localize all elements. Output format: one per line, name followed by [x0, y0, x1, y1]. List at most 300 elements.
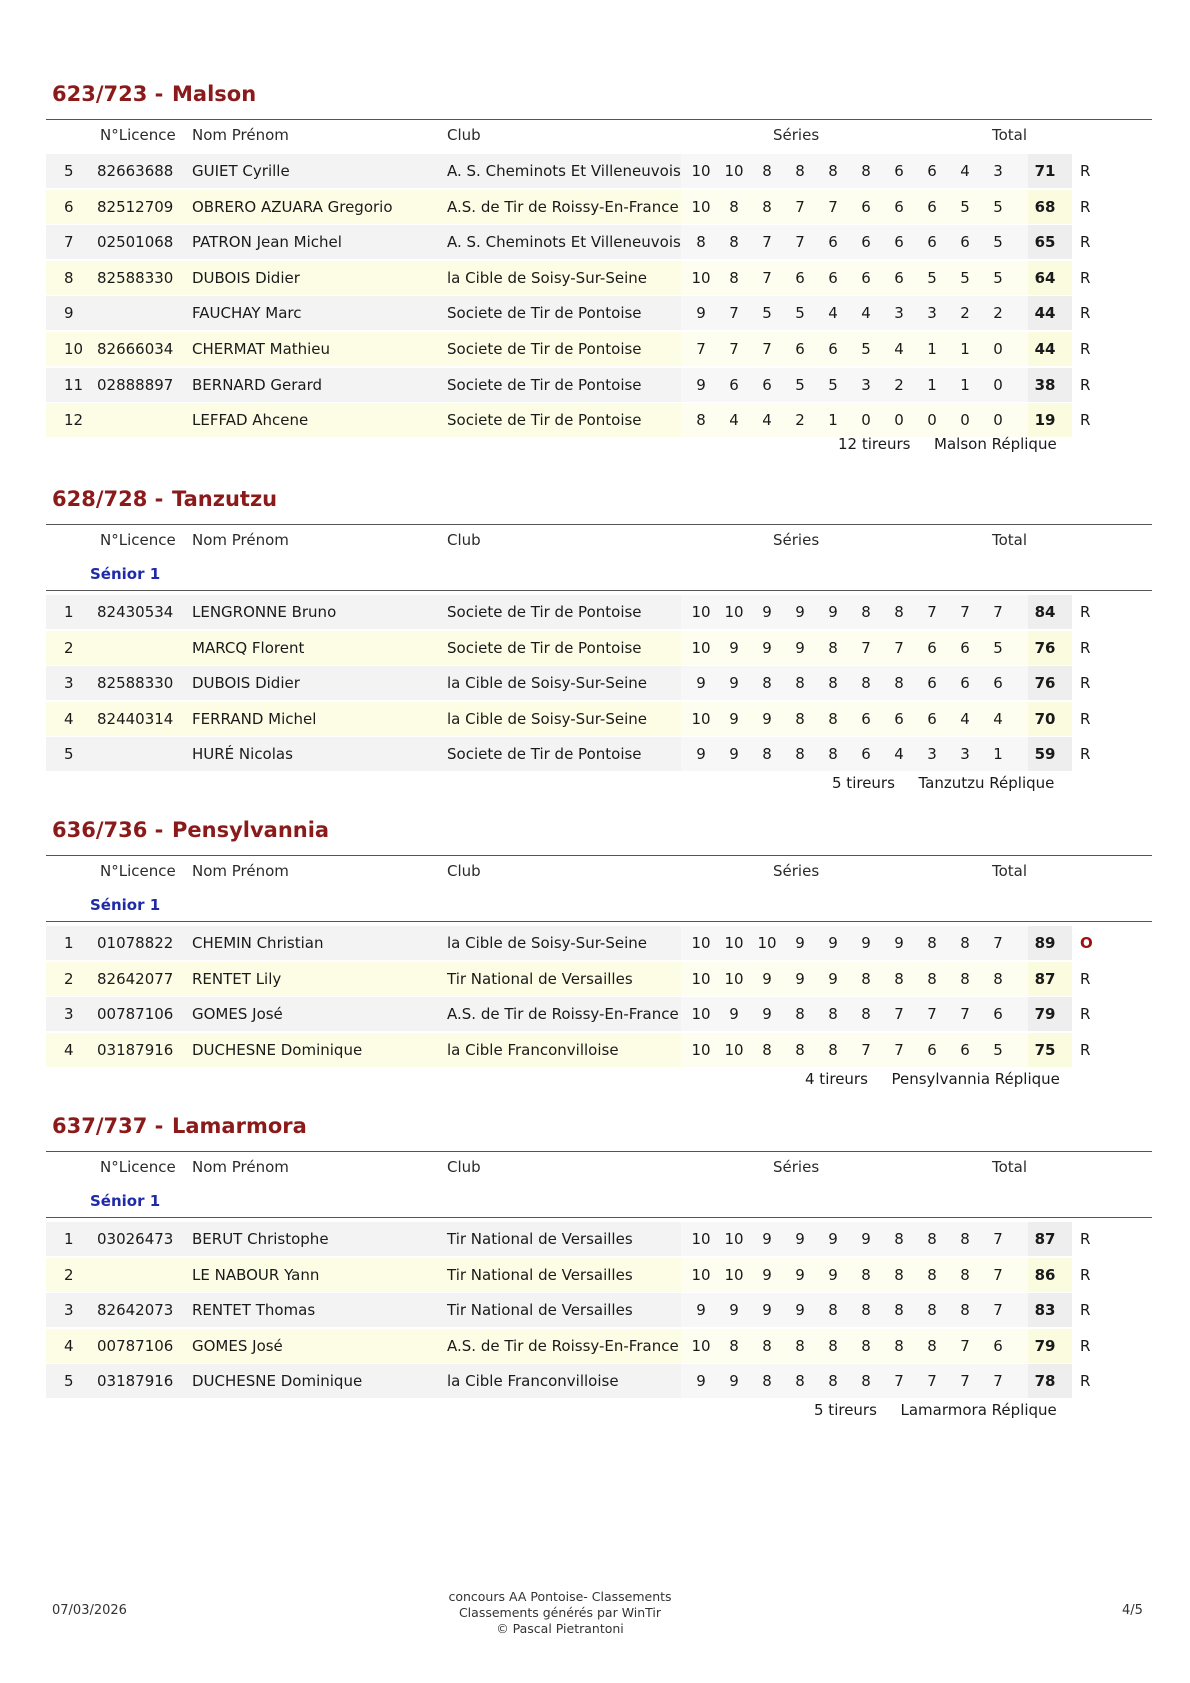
series-score-cell: 0 [960, 411, 970, 430]
series-score-cell: 3 [894, 304, 904, 323]
category-label: Sénior 1 [90, 565, 161, 583]
series-score-cell: 6 [960, 638, 970, 657]
series-score-cell: 9 [696, 674, 706, 693]
series-score-cell: 5 [795, 375, 805, 394]
club-cell: la Cible de Soisy-Sur-Seine [447, 709, 647, 728]
series-score-cell: 4 [960, 709, 970, 728]
total-cell: 79 [1034, 1005, 1056, 1024]
section-summary [814, 1401, 1057, 1419]
series-score-cell: 1 [960, 340, 970, 358]
series-score-cell: 5 [927, 268, 937, 287]
club-cell: A. S. Cheminots Et Villeneuvois [447, 162, 681, 180]
section-name: Malson [172, 82, 257, 106]
header-club: Club [447, 862, 481, 880]
series-score-cell: 10 [691, 268, 711, 287]
total-cell: 68 [1034, 197, 1056, 216]
club-cell: Societe de Tir de Pontoise [447, 411, 642, 430]
series-score-cell: 7 [993, 1230, 1003, 1248]
header-series: Séries [773, 126, 820, 144]
shooter-count: 5 tireurs [832, 774, 895, 792]
series-score-cell: 8 [696, 233, 706, 252]
series-score-cell: 0 [894, 411, 904, 430]
name-cell: GOMES José [192, 1005, 283, 1024]
table-row [46, 702, 1091, 736]
series-score-cell: 8 [828, 674, 838, 693]
club-cell: la Cible Franconvilloise [447, 1040, 619, 1059]
series-score-cell: 9 [795, 969, 805, 988]
table-row [46, 190, 1091, 224]
series-score-cell: 10 [691, 1005, 711, 1024]
series-score-cell: 8 [828, 1372, 838, 1391]
series-score-cell: 10 [691, 638, 711, 657]
table-row [46, 403, 1091, 437]
series-score-cell: 7 [927, 1005, 937, 1024]
header-licence: N°Licence [100, 126, 176, 144]
series-score-cell: 8 [828, 745, 838, 764]
club-cell: Societe de Tir de Pontoise [447, 375, 642, 394]
series-score-cell: 7 [993, 1265, 1003, 1284]
series-score-cell: 3 [927, 304, 937, 323]
status-cell: R [1080, 375, 1091, 394]
series-score-cell: 5 [993, 197, 1003, 216]
total-cell: 19 [1034, 411, 1056, 430]
table-row [46, 296, 1091, 330]
series-score-cell: 5 [960, 268, 970, 287]
series-score-cell: 9 [762, 1301, 772, 1320]
series-score-cell: 10 [691, 197, 711, 216]
series-score-cell: 8 [960, 1301, 970, 1320]
series-score-cell: 6 [927, 197, 937, 216]
header-club: Club [447, 1158, 481, 1176]
name-cell: FAUCHAY Marc [192, 304, 302, 323]
series-score-cell: 10 [724, 969, 744, 988]
rank-cell: 4 [64, 709, 74, 728]
series-score-cell: 8 [795, 745, 805, 764]
series-score-cell: 8 [861, 603, 871, 621]
club-cell: Societe de Tir de Pontoise [447, 603, 642, 621]
club-cell: Tir National de Versailles [447, 1230, 633, 1248]
series-score-cell: 4 [729, 411, 739, 430]
licence-cell: 03187916 [97, 1372, 174, 1391]
series-score-cell: 8 [861, 1336, 871, 1355]
series-score-cell: 6 [894, 233, 904, 252]
series-score-cell: 6 [762, 375, 772, 394]
series-score-cell: 8 [828, 162, 838, 180]
series-score-cell: 6 [993, 1336, 1003, 1355]
series-score-cell: 1 [927, 340, 937, 358]
total-cell: 59 [1034, 745, 1056, 764]
total-cell: 38 [1034, 375, 1056, 394]
series-score-cell: 4 [960, 162, 970, 180]
licence-cell: 82588330 [97, 268, 174, 287]
series-score-cell: 6 [861, 268, 871, 287]
series-score-cell: 9 [828, 1230, 838, 1248]
header-series: Séries [773, 1158, 820, 1176]
status-cell: R [1080, 745, 1091, 764]
series-score-cell: 8 [795, 674, 805, 693]
series-score-cell: 8 [729, 1336, 739, 1355]
shooter-count: 12 tireurs [838, 435, 911, 453]
series-score-cell: 7 [993, 1372, 1003, 1391]
series-score-cell: 4 [861, 304, 871, 323]
status-cell: R [1080, 340, 1091, 358]
table-row [46, 631, 1091, 665]
series-score-cell: 3 [861, 375, 871, 394]
club-cell: A.S. de Tir de Roissy-En-France [447, 1005, 679, 1024]
series-score-cell: 8 [960, 1230, 970, 1248]
club-cell: Societe de Tir de Pontoise [447, 304, 642, 323]
total-cell: 78 [1034, 1372, 1056, 1391]
club-cell: Societe de Tir de Pontoise [447, 340, 642, 358]
section-summary [838, 435, 1057, 453]
series-score-cell: 4 [993, 709, 1003, 728]
club-cell: la Cible de Soisy-Sur-Seine [447, 674, 647, 693]
club-cell: Tir National de Versailles [447, 1301, 633, 1320]
series-score-cell: 7 [894, 1005, 904, 1024]
series-score-cell: 8 [927, 1230, 937, 1248]
discipline-label: Lamarmora Réplique [900, 1401, 1057, 1419]
licence-cell: 02501068 [97, 233, 174, 252]
series-score-cell: 7 [795, 197, 805, 216]
series-score-cell: 10 [724, 603, 744, 621]
rank-cell: 7 [64, 233, 74, 252]
series-score-cell: 9 [795, 638, 805, 657]
series-score-cell: 9 [828, 603, 838, 621]
table-header [46, 1154, 1152, 1182]
name-cell: LENGRONNE Bruno [192, 603, 337, 621]
status-cell: R [1080, 1265, 1091, 1284]
series-score-cell: 0 [993, 375, 1003, 394]
series-score-cell: 10 [691, 934, 711, 952]
series-score-cell: 10 [724, 934, 744, 952]
series-score-cell: 5 [960, 197, 970, 216]
series-score-cell: 8 [729, 268, 739, 287]
series-score-cell: 8 [762, 197, 772, 216]
total-cell: 87 [1034, 1230, 1056, 1248]
series-score-cell: 6 [927, 162, 937, 180]
table-row [46, 1258, 1091, 1292]
status-cell: R [1080, 1372, 1091, 1391]
series-score-cell: 8 [927, 969, 937, 988]
licence-cell: 02888897 [97, 375, 174, 394]
section-code: 628/728 - [52, 487, 164, 511]
series-score-cell: 7 [729, 304, 739, 323]
total-cell: 89 [1034, 934, 1056, 952]
series-score-cell: 10 [691, 709, 711, 728]
series-score-cell: 1 [828, 411, 838, 430]
series-score-cell: 6 [894, 709, 904, 728]
shooter-count: 5 tireurs [814, 1401, 877, 1419]
status-cell: R [1080, 197, 1091, 216]
licence-cell: 82663688 [97, 162, 174, 180]
section-title [52, 818, 329, 842]
header-total: Total [992, 1158, 1028, 1176]
series-score-cell: 8 [729, 233, 739, 252]
rank-cell: 5 [64, 162, 74, 180]
name-cell: RENTET Lily [192, 969, 282, 988]
series-score-cell: 2 [795, 411, 805, 430]
series-score-cell: 10 [724, 1230, 744, 1248]
page-number: 4/5 [1122, 1603, 1143, 1618]
series-score-cell: 8 [762, 1372, 772, 1391]
series-score-cell: 9 [729, 638, 739, 657]
section-title [52, 487, 277, 511]
series-score-cell: 6 [960, 674, 970, 693]
series-score-cell: 9 [762, 603, 772, 621]
series-score-cell: 2 [894, 375, 904, 394]
name-cell: DUCHESNE Dominique [192, 1372, 363, 1391]
licence-cell: 82642073 [97, 1301, 174, 1320]
total-cell: 70 [1034, 709, 1056, 728]
series-score-cell: 9 [762, 1230, 772, 1248]
series-score-cell: 9 [795, 1301, 805, 1320]
series-score-cell: 2 [993, 304, 1003, 323]
series-score-cell: 8 [861, 1372, 871, 1391]
section-divider [46, 1151, 1152, 1152]
series-score-cell: 7 [993, 934, 1003, 952]
category-label: Sénior 1 [90, 896, 161, 914]
table-header [46, 527, 1152, 555]
table-row [46, 1364, 1091, 1398]
series-score-cell: 7 [927, 1372, 937, 1391]
series-score-cell: 6 [927, 638, 937, 657]
series-score-cell: 5 [993, 1040, 1003, 1059]
series-score-cell: 10 [691, 1230, 711, 1248]
club-cell: la Cible de Soisy-Sur-Seine [447, 268, 647, 287]
series-score-cell: 6 [927, 1040, 937, 1059]
series-score-cell: 6 [861, 233, 871, 252]
series-score-cell: 9 [762, 1265, 772, 1284]
name-cell: LEFFAD Ahcene [192, 411, 309, 430]
series-score-cell: 7 [894, 1372, 904, 1391]
series-score-cell: 7 [861, 1040, 871, 1059]
series-score-cell: 8 [960, 969, 970, 988]
series-score-cell: 3 [960, 745, 970, 764]
table-row [46, 1033, 1091, 1067]
header-licence: N°Licence [100, 531, 176, 549]
series-score-cell: 9 [828, 934, 838, 952]
total-cell: 76 [1034, 674, 1056, 693]
name-cell: CHERMAT Mathieu [192, 340, 331, 358]
rank-cell: 3 [64, 674, 74, 693]
total-cell: 76 [1034, 638, 1056, 657]
table-row [46, 1293, 1091, 1327]
series-score-cell: 9 [861, 1230, 871, 1248]
series-score-cell: 2 [960, 304, 970, 323]
name-cell: GUIET Cyrille [192, 162, 290, 180]
rank-cell: 4 [64, 1040, 74, 1059]
series-score-cell: 10 [757, 934, 777, 952]
licence-cell: 82440314 [97, 709, 174, 728]
table-row [46, 332, 1091, 366]
rank-cell: 12 [64, 411, 84, 430]
header-name: Nom Prénom [192, 1158, 289, 1176]
total-cell: 44 [1034, 304, 1056, 323]
club-cell: la Cible Franconvilloise [447, 1372, 619, 1391]
status-cell: R [1080, 709, 1091, 728]
club-cell: A. S. Cheminots Et Villeneuvois [447, 233, 681, 252]
total-cell: 87 [1034, 969, 1056, 988]
table-row [46, 368, 1091, 402]
series-score-cell: 9 [762, 638, 772, 657]
footer-date: 07/03/2026 [52, 1603, 127, 1618]
series-score-cell: 8 [861, 969, 871, 988]
rank-cell: 2 [64, 969, 74, 988]
series-score-cell: 9 [828, 969, 838, 988]
series-score-cell: 7 [696, 340, 706, 358]
status-cell: O [1080, 934, 1093, 952]
series-score-cell: 8 [927, 934, 937, 952]
club-cell: Societe de Tir de Pontoise [447, 638, 642, 657]
series-score-cell: 6 [993, 1005, 1003, 1024]
series-score-cell: 9 [795, 934, 805, 952]
series-score-cell: 4 [762, 411, 772, 430]
category-divider [46, 921, 1152, 922]
name-cell: BERUT Christophe [192, 1230, 329, 1248]
total-cell: 83 [1034, 1301, 1056, 1320]
series-score-cell: 4 [894, 745, 904, 764]
series-score-cell: 7 [894, 638, 904, 657]
series-score-cell: 9 [861, 934, 871, 952]
series-score-cell: 9 [729, 1372, 739, 1391]
status-cell: R [1080, 674, 1091, 693]
series-score-cell: 6 [861, 745, 871, 764]
series-score-cell: 1 [993, 745, 1003, 764]
licence-cell: 82430534 [97, 603, 174, 621]
section-code: 636/736 - [52, 818, 164, 842]
series-score-cell: 6 [828, 268, 838, 287]
licence-cell: 82666034 [97, 340, 174, 358]
footer-line-2: Classements générés par WinTir [458, 1605, 662, 1620]
series-score-cell: 8 [993, 969, 1003, 988]
table-row [46, 737, 1091, 771]
rank-cell: 8 [64, 268, 74, 287]
series-score-cell: 6 [894, 162, 904, 180]
series-score-cell: 8 [762, 1336, 772, 1355]
total-cell: 44 [1034, 340, 1056, 358]
series-score-cell: 10 [691, 1040, 711, 1059]
status-cell: R [1080, 603, 1091, 621]
series-score-cell: 3 [927, 745, 937, 764]
series-score-cell: 7 [960, 1005, 970, 1024]
series-score-cell: 6 [960, 233, 970, 252]
table-row [46, 997, 1091, 1031]
series-score-cell: 10 [691, 603, 711, 621]
series-score-cell: 6 [861, 709, 871, 728]
name-cell: MARCQ Florent [192, 638, 305, 657]
name-cell: CHEMIN Christian [192, 934, 324, 952]
series-score-cell: 10 [691, 1336, 711, 1355]
total-cell: 71 [1034, 162, 1056, 180]
series-score-cell: 5 [993, 638, 1003, 657]
licence-cell: 03187916 [97, 1040, 174, 1059]
series-score-cell: 9 [696, 1301, 706, 1320]
rank-cell: 3 [64, 1005, 74, 1024]
name-cell: GOMES José [192, 1336, 283, 1355]
name-cell: DUCHESNE Dominique [192, 1040, 363, 1059]
series-score-cell: 8 [828, 638, 838, 657]
series-score-cell: 8 [894, 1265, 904, 1284]
header-licence: N°Licence [100, 1158, 176, 1176]
series-score-cell: 8 [762, 745, 772, 764]
header-club: Club [447, 531, 481, 549]
series-score-cell: 9 [696, 1372, 706, 1391]
discipline-label: Tanzutzu Réplique [918, 774, 1055, 792]
status-cell: R [1080, 638, 1091, 657]
series-score-cell: 8 [861, 1301, 871, 1320]
series-score-cell: 6 [960, 1040, 970, 1059]
series-score-cell: 7 [993, 1301, 1003, 1320]
rank-cell: 1 [64, 1230, 74, 1248]
series-score-cell: 10 [691, 969, 711, 988]
header-total: Total [992, 862, 1028, 880]
total-cell: 75 [1034, 1040, 1056, 1059]
series-score-cell: 8 [861, 1265, 871, 1284]
series-score-cell: 7 [960, 1336, 970, 1355]
rank-cell: 1 [64, 934, 74, 952]
header-licence: N°Licence [100, 862, 176, 880]
table-row [46, 666, 1091, 700]
rank-cell: 10 [64, 340, 84, 358]
total-cell: 64 [1034, 268, 1056, 287]
series-score-cell: 6 [927, 233, 937, 252]
series-score-cell: 8 [894, 969, 904, 988]
series-score-cell: 5 [762, 304, 772, 323]
table-row [46, 261, 1091, 295]
section-name: Tanzutzu [172, 487, 278, 511]
footer-line-1: concours AA Pontoise- Classements [448, 1589, 672, 1604]
section-code: 623/723 - [52, 82, 164, 106]
series-score-cell: 8 [795, 1372, 805, 1391]
licence-cell: 82588330 [97, 674, 174, 693]
name-cell: DUBOIS Didier [192, 674, 300, 693]
series-score-cell: 8 [861, 674, 871, 693]
series-score-cell: 6 [729, 375, 739, 394]
series-score-cell: 9 [894, 934, 904, 952]
series-score-cell: 6 [927, 709, 937, 728]
series-score-cell: 10 [724, 1265, 744, 1284]
series-score-cell: 8 [861, 162, 871, 180]
header-name: Nom Prénom [192, 862, 289, 880]
series-score-cell: 8 [927, 1265, 937, 1284]
discipline-label: Malson Réplique [934, 435, 1057, 453]
series-score-cell: 8 [894, 1230, 904, 1248]
club-cell: Tir National de Versailles [447, 1265, 633, 1284]
total-cell: 65 [1034, 233, 1056, 252]
licence-cell: 01078822 [97, 934, 174, 952]
series-score-cell: 8 [894, 1336, 904, 1355]
series-score-cell: 8 [927, 1301, 937, 1320]
series-score-cell: 8 [861, 1005, 871, 1024]
rank-cell: 9 [64, 304, 74, 323]
series-score-cell: 1 [960, 375, 970, 394]
series-score-cell: 4 [828, 304, 838, 323]
series-score-cell: 0 [993, 340, 1003, 358]
category-label: Sénior 1 [90, 1192, 161, 1210]
status-cell: R [1080, 233, 1091, 252]
series-score-cell: 8 [894, 1301, 904, 1320]
status-cell: R [1080, 1301, 1091, 1320]
status-cell: R [1080, 1040, 1091, 1059]
series-score-cell: 7 [960, 603, 970, 621]
rank-cell: 5 [64, 1372, 74, 1391]
club-cell: A.S. de Tir de Roissy-En-France [447, 1336, 679, 1355]
series-score-cell: 6 [795, 340, 805, 358]
series-score-cell: 6 [927, 674, 937, 693]
category-divider [46, 1217, 1152, 1218]
total-cell: 79 [1034, 1336, 1056, 1355]
series-score-cell: 7 [762, 340, 772, 358]
